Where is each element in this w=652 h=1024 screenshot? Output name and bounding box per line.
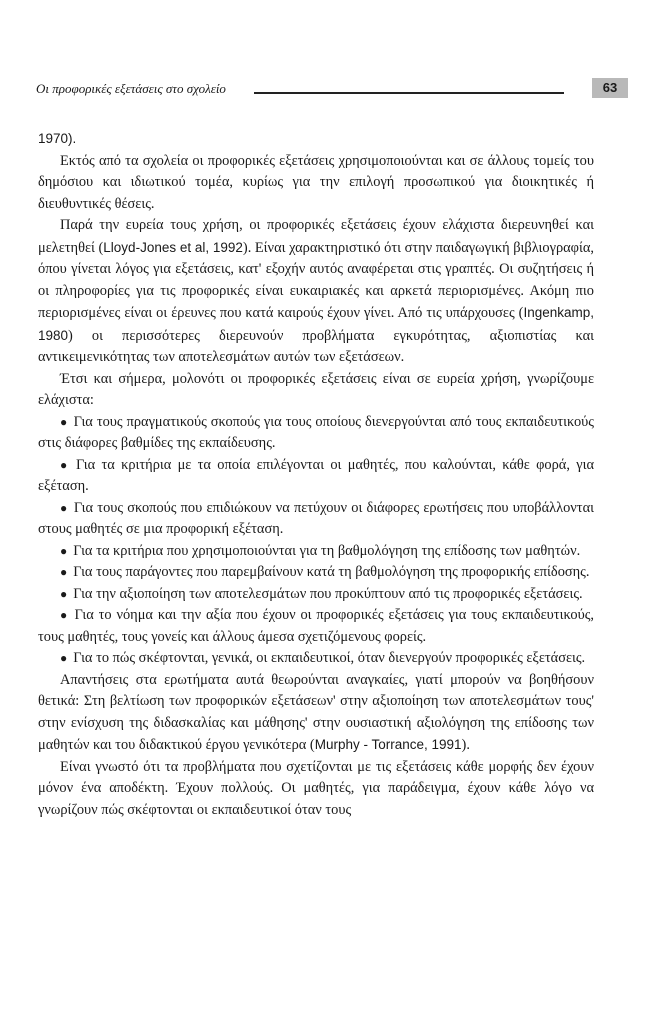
bullet-text: Για τα κριτήρια με τα οποία επιλέγονται οι μαθητές, που καλούνται, κάθε φορά, για εξέταση. — [38, 456, 595, 494]
bullet-item — [38, 605, 594, 648]
paragraph: Είναι γνωστό ότι τα προβλήματα που σχετίζονται με τις εξετάσεις κάθε μορφής δεν έχουν μόνον ένα αποδέκτη. Έχουν πολλούς. Οι μαθητές, για παράδειγμα, έχουν κάθε λόγο να γνωρίζουν πώς σκέφτονται οι εκπαιδευτικοί όταν τους — [38, 758, 594, 818]
text-run: ). — [461, 737, 470, 753]
text-run: Παρά την ευρεία τους χρήση, οι προφορικές εξετάσεις έχουν ελάχιστα διερευνηθεί και μελετηθεί ( — [38, 217, 594, 256]
header-rule — [254, 92, 564, 94]
bullet-item — [38, 498, 594, 541]
bullet-text: Για την αξιοποίηση των αποτελεσμάτων που προκύπτουν από τις προφορικές εξετάσεις. — [73, 585, 583, 602]
body-text — [38, 128, 594, 821]
citation-tail: 1970). — [38, 131, 77, 146]
citation: Ingenkamp, 1980 — [38, 305, 594, 343]
bullet-icon: ● — [60, 457, 70, 472]
bullet-icon: ● — [60, 500, 68, 515]
running-title: Οι προφορικές εξετάσεις στο σχολείο — [36, 81, 226, 96]
text-run: ). Είναι χαρακτηριστικό ότι στην παιδαγωγική βιβλιογραφία, όπου γίνεται λόγος για εξετάσεις, κατ' εξοχήν αυτός αναφέρεται στις γραπτές. Οι συζητήσεις ή οι πληροφορίες για τις προφορικές είναι ευκαιριακές και αρκετά περιορισμένες. Ακόμη πιο περιορισμένες είναι οι έρευνες που κατά καιρούς έχουν γίνει. Από τις υπάρχουσες ( — [38, 239, 594, 321]
bullet-icon: ● — [60, 651, 68, 665]
bullet-text: Για τους σκοπούς που επιδιώκουν να πετύχουν οι διάφορες ερωτήσεις που υποβάλλονται στους μαθητές σε μια προφορική εξέταση. — [38, 499, 595, 537]
citation: Murphy - Torrance, 1991 — [314, 737, 462, 752]
paragraph: Εκτός από τα σχολεία οι προφορικές εξετάσεις χρησιμοποιούνται και σε άλλους τομείς του δημόσιου και ιδιωτικού τομέα, κυρίως για την επιλογή προσωπικού για διοικητικές ή διευθυντικές θέσεις. — [38, 152, 594, 212]
bullet-item — [38, 584, 594, 606]
bullet-item — [38, 455, 594, 498]
bullet-text: Για τα κριτήρια που χρησιμοποιούνται για τη βαθμολόγηση της επίδοσης των μαθητών. — [73, 542, 581, 559]
citation: Lloyd-Jones et al, 1992 — [103, 239, 243, 255]
text-run: Απαντήσεις στα ερωτήματα αυτά θεωρούνται αναγκαίες, γιατί μπορούν να βοηθήσουν θετικά: Στη βελτίωση των προφορικών εξετάσεων' στην αξιοποίηση των αποτελεσμάτων τους' στην ενίσχυση της διδασκαλίας και μάθησης' στην ουσιαστική αξιολόγηση της επίδοσης των μαθητών και του διδακτικού έργου γενικότερα ( — [38, 671, 594, 753]
text-run: ) οι περισσότερες διερευνούν προβλήματα εγκυρότητας, αξιοπιστίας και αντικειμενικότητας των αποτελεσμάτων αυτών των εξετάσεων. — [38, 327, 594, 365]
paragraph — [38, 128, 594, 151]
bullet-item — [38, 412, 594, 455]
paragraph: Έτσι και σήμερα, μολονότι οι προφορικές εξετάσεις είναι σε ευρεία χρήση, γνωρίζουμε ελάχιστα: — [38, 370, 594, 408]
bullet-icon: ● — [60, 414, 68, 429]
bullet-item — [38, 648, 594, 670]
bullet-icon: ● — [60, 565, 68, 579]
bullet-item — [38, 562, 594, 584]
paragraph — [38, 670, 594, 757]
bullet-icon: ● — [60, 543, 68, 558]
bullet-text: Για τους παράγοντες που παρεμβαίνουν κατά τη βαθμολόγηση της προφορικής επίδοσης. — [73, 564, 590, 580]
bullet-item — [38, 541, 594, 563]
running-header — [36, 78, 618, 102]
bullet-text: Για το πώς σκέφτονται, γενικά, οι εκπαιδευτικοί, όταν διενεργούν προφορικές εξετάσεις. — [73, 650, 586, 666]
paragraph — [38, 215, 594, 369]
page-number: 63 — [592, 78, 628, 98]
bullet-icon: ● — [60, 608, 69, 622]
bullet-text: Για το νόημα και την αξία που έχουν οι προφορικές εξετάσεις για τους εκπαιδευτικούς, τους μαθητές, τους γονείς και άλλους άμεσα σχετιζόμενους φορείς. — [38, 607, 594, 645]
bullet-icon: ● — [60, 586, 68, 601]
bullet-text: Για τους πραγματικούς σκοπούς για τους οποίους διενεργούνται από τους εκπαιδευτικούς στις διάφορες βαθμίδες της εκπαίδευσης. — [38, 413, 594, 451]
